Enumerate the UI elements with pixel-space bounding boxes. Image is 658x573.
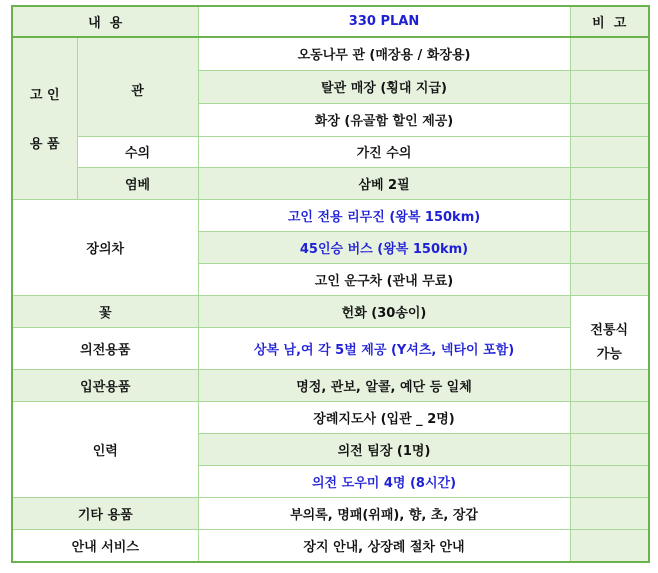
table-row (12, 529, 649, 562)
remark-cell (570, 401, 649, 433)
header-content (12, 6, 198, 37)
jangeuicha-item-3: 고인 운구차 (관내 무료) (198, 263, 570, 295)
gwan-item-2: 탈관 매장 (횡대 지급) (198, 70, 570, 103)
remark-cell (570, 167, 649, 199)
remark-cell (570, 70, 649, 103)
illyeok-item-3: 의전 도우미 4명 (8시간) (198, 465, 570, 497)
remark-cell (570, 433, 649, 465)
ipgwan-item: 명정, 관보, 알콜, 예단 등 일체 (198, 369, 570, 401)
header-plan: 330 PLAN (198, 6, 570, 37)
sueui-label: 수의 (77, 136, 198, 167)
table-row (12, 199, 649, 231)
annae-label: 안내 서비스 (12, 529, 198, 562)
table-row (12, 295, 649, 327)
remark-cell (570, 231, 649, 263)
yeombe-label: 염베 (77, 167, 198, 199)
jangeuicha-item-2: 45인승 버스 (왕복 150km) (198, 231, 570, 263)
gita-label: 기타 용품 (12, 497, 198, 529)
header-remark-text: 비 고 (592, 16, 627, 31)
uijeon-label: 의전용품 (12, 327, 198, 369)
remark-line1: 전통식 (590, 322, 629, 338)
goin-yongpum-line1: 고 인 (29, 88, 60, 104)
jangeuicha-label: 장의차 (12, 199, 198, 295)
table-row (12, 37, 649, 70)
goin-yongpum-label (12, 37, 77, 199)
remark-cell (570, 199, 649, 231)
remark-cell (570, 529, 649, 562)
illyeok-label: 인력 (12, 401, 198, 497)
header-remark (570, 6, 649, 37)
ipgwan-label: 입관용품 (12, 369, 198, 401)
plan-table (11, 5, 650, 563)
remark-line2: 가능 (596, 346, 622, 362)
jangeuicha-item-1: 고인 전용 리무진 (왕복 150km) (198, 199, 570, 231)
sueui-item: 가진 수의 (198, 136, 570, 167)
header-content-text: 내 용 (88, 16, 123, 31)
header-row (12, 6, 649, 37)
gita-item: 부의록, 명패(위패), 향, 초, 장갑 (198, 497, 570, 529)
remark-cell (570, 103, 649, 136)
table-row (12, 327, 649, 369)
uijeon-item: 상복 남,여 각 5벌 제공 (Y셔츠, 넥타이 포함) (198, 327, 570, 369)
gwan-label: 관 (77, 37, 198, 136)
remark-cell (570, 136, 649, 167)
table-row (12, 369, 649, 401)
table-row (12, 136, 649, 167)
table-row (12, 497, 649, 529)
gwan-item-1: 오동나무 관 (매장용 / 화장용) (198, 37, 570, 70)
remark-cell (570, 369, 649, 401)
kkot-label: 꽃 (12, 295, 198, 327)
remark-cell (570, 37, 649, 70)
yeombe-item: 삼베 2필 (198, 167, 570, 199)
remark-cell (570, 497, 649, 529)
uijeon-remark (570, 295, 649, 369)
goin-yongpum-line2: 용 품 (29, 137, 60, 153)
table-row (12, 401, 649, 433)
gwan-item-3: 화장 (유골함 할인 제공) (198, 103, 570, 136)
annae-item: 장지 안내, 상장례 절차 안내 (198, 529, 570, 562)
table-row (12, 167, 649, 199)
illyeok-item-2: 의전 팀장 (1명) (198, 433, 570, 465)
remark-cell (570, 465, 649, 497)
remark-cell (570, 263, 649, 295)
illyeok-item-1: 장례지도사 (입관 _ 2명) (198, 401, 570, 433)
kkot-item: 헌화 (30송이) (198, 295, 570, 327)
